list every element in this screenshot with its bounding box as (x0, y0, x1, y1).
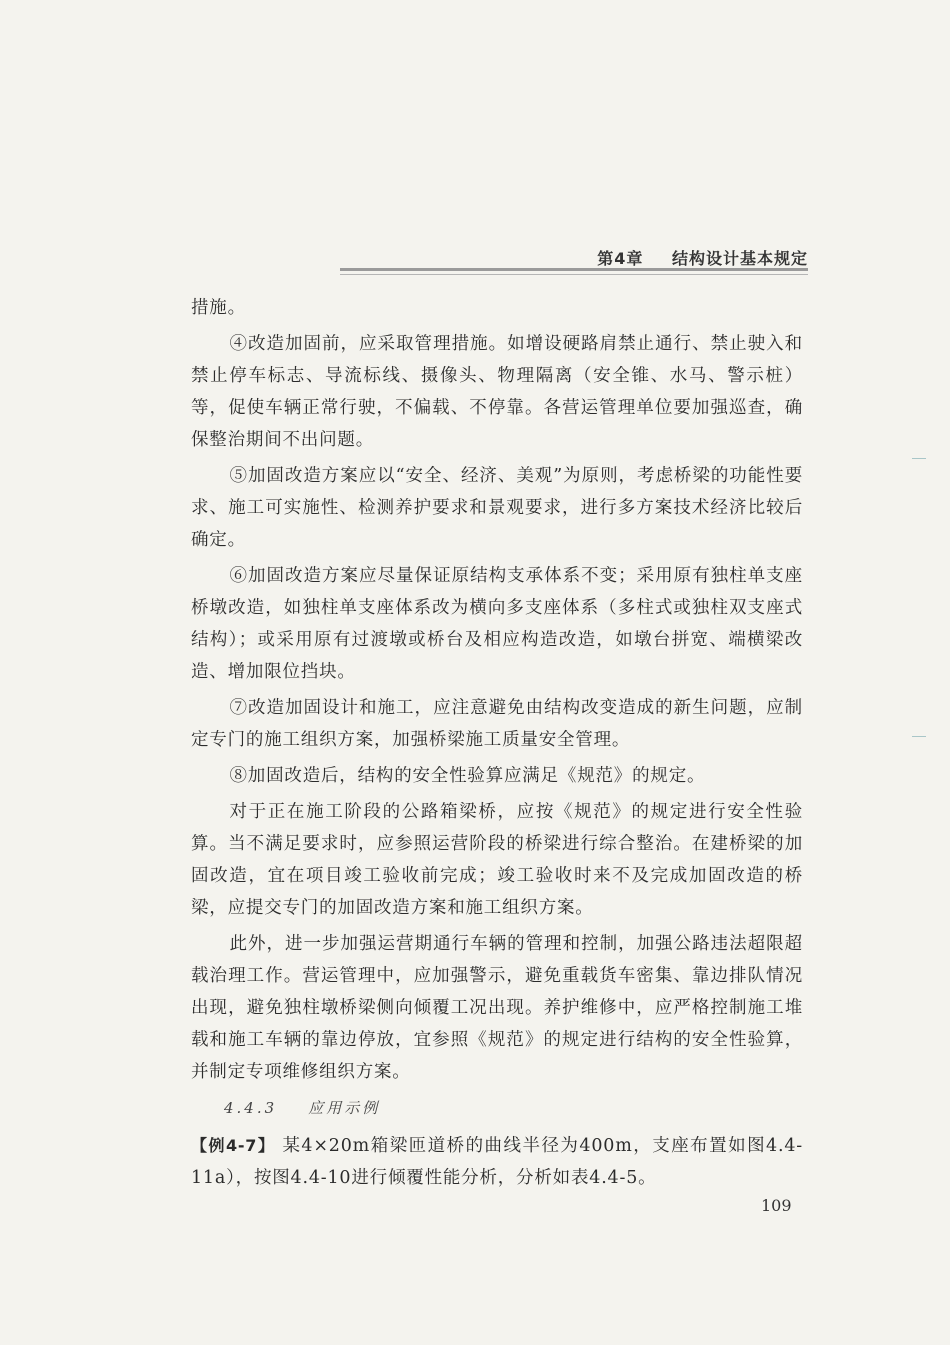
paragraph-operation-management: 此外，进一步加强运营期通行车辆的管理和控制，加强公路违法超限超载治理工作。营运管理中，应加强警示，避免重载货车密集、靠边排队情况出现，避免独柱墩桥梁侧向倾覆工况出现。养护维修中，应严格控制施工堆载和施工车辆的靠边停放，宜参照《规范》的规定进行结构的安全性验算，并制定专项维修组织方案。 (191, 934, 803, 1082)
paragraph-item-7: ⑦改造加固设计和施工，应注意避免由结构改变造成的新生问题，应制定专门的施工组织方案，加强桥梁施工质量安全管理。 (191, 698, 803, 750)
edge-mark (912, 458, 926, 459)
running-header (340, 246, 808, 276)
paragraph-item-4: ④改造加固前，应采取管理措施。如增设硬路肩禁止通行、禁止驶入和禁止停车标志、导流标线、摄像头、物理隔离（安全锥、水马、警示桩）等，促使车辆正常行驶，不偏载、不停靠。各营运管理单位要加强巡查，确保整治期间不出问题。 (191, 334, 803, 450)
paragraph-item-5: ⑤加固改造方案应以“安全、经济、美观”为原则，考虑桥梁的功能性要求、施工可实施性、检测养护要求和景观要求，进行多方案技术经济比较后确定。 (191, 466, 803, 550)
paragraph-item-8: ⑧加固改造后，结构的安全性验算应满足《规范》的规定。 (229, 766, 706, 786)
paragraph-continuation: 措施。 (191, 298, 246, 318)
page-number: 109 (761, 1196, 792, 1215)
section-number: 4.4.3 (224, 1099, 278, 1117)
chapter-number: 第4章 (597, 249, 644, 268)
header-rule (340, 268, 808, 271)
chapter-title: 结构设计基本规定 (671, 249, 808, 268)
example-text: 某4×20m箱梁匝道桥的曲线半径为400m，支座布置如图4.4-11a），按图4.4-10进行倾覆性能分析，分析如表4.4-5。 (191, 1136, 803, 1188)
paragraph-construction-stage: 对于正在施工阶段的公路箱梁桥，应按《规范》的规定进行安全性验算。当不满足要求时，应参照运营阶段的桥梁进行综合整治。在建桥梁的加固改造，宜在项目竣工验收前完成；竣工验收时来不及完成加固改造的桥梁，应提交专门的加固改造方案和施工组织方案。 (191, 802, 803, 918)
body-text (191, 292, 803, 1198)
paragraph-item-6: ⑥加固改造方案应尽量保证原结构支承体系不变；采用原有独柱单支座桥墩改造，如独柱单支座体系改为横向多支座体系（多柱式或独柱双支座式结构）；或采用原有过渡墩或桥台及相应构造改造，如墩台拼宽、端横梁改造、增加限位挡块。 (191, 566, 803, 682)
edge-mark (912, 736, 926, 737)
section-title: 应用示例 (308, 1099, 381, 1117)
example-paragraph (191, 1130, 803, 1194)
example-label: 【例4-7】 (191, 1136, 276, 1155)
header-rule-thin (340, 274, 808, 275)
section-heading (191, 1092, 803, 1124)
